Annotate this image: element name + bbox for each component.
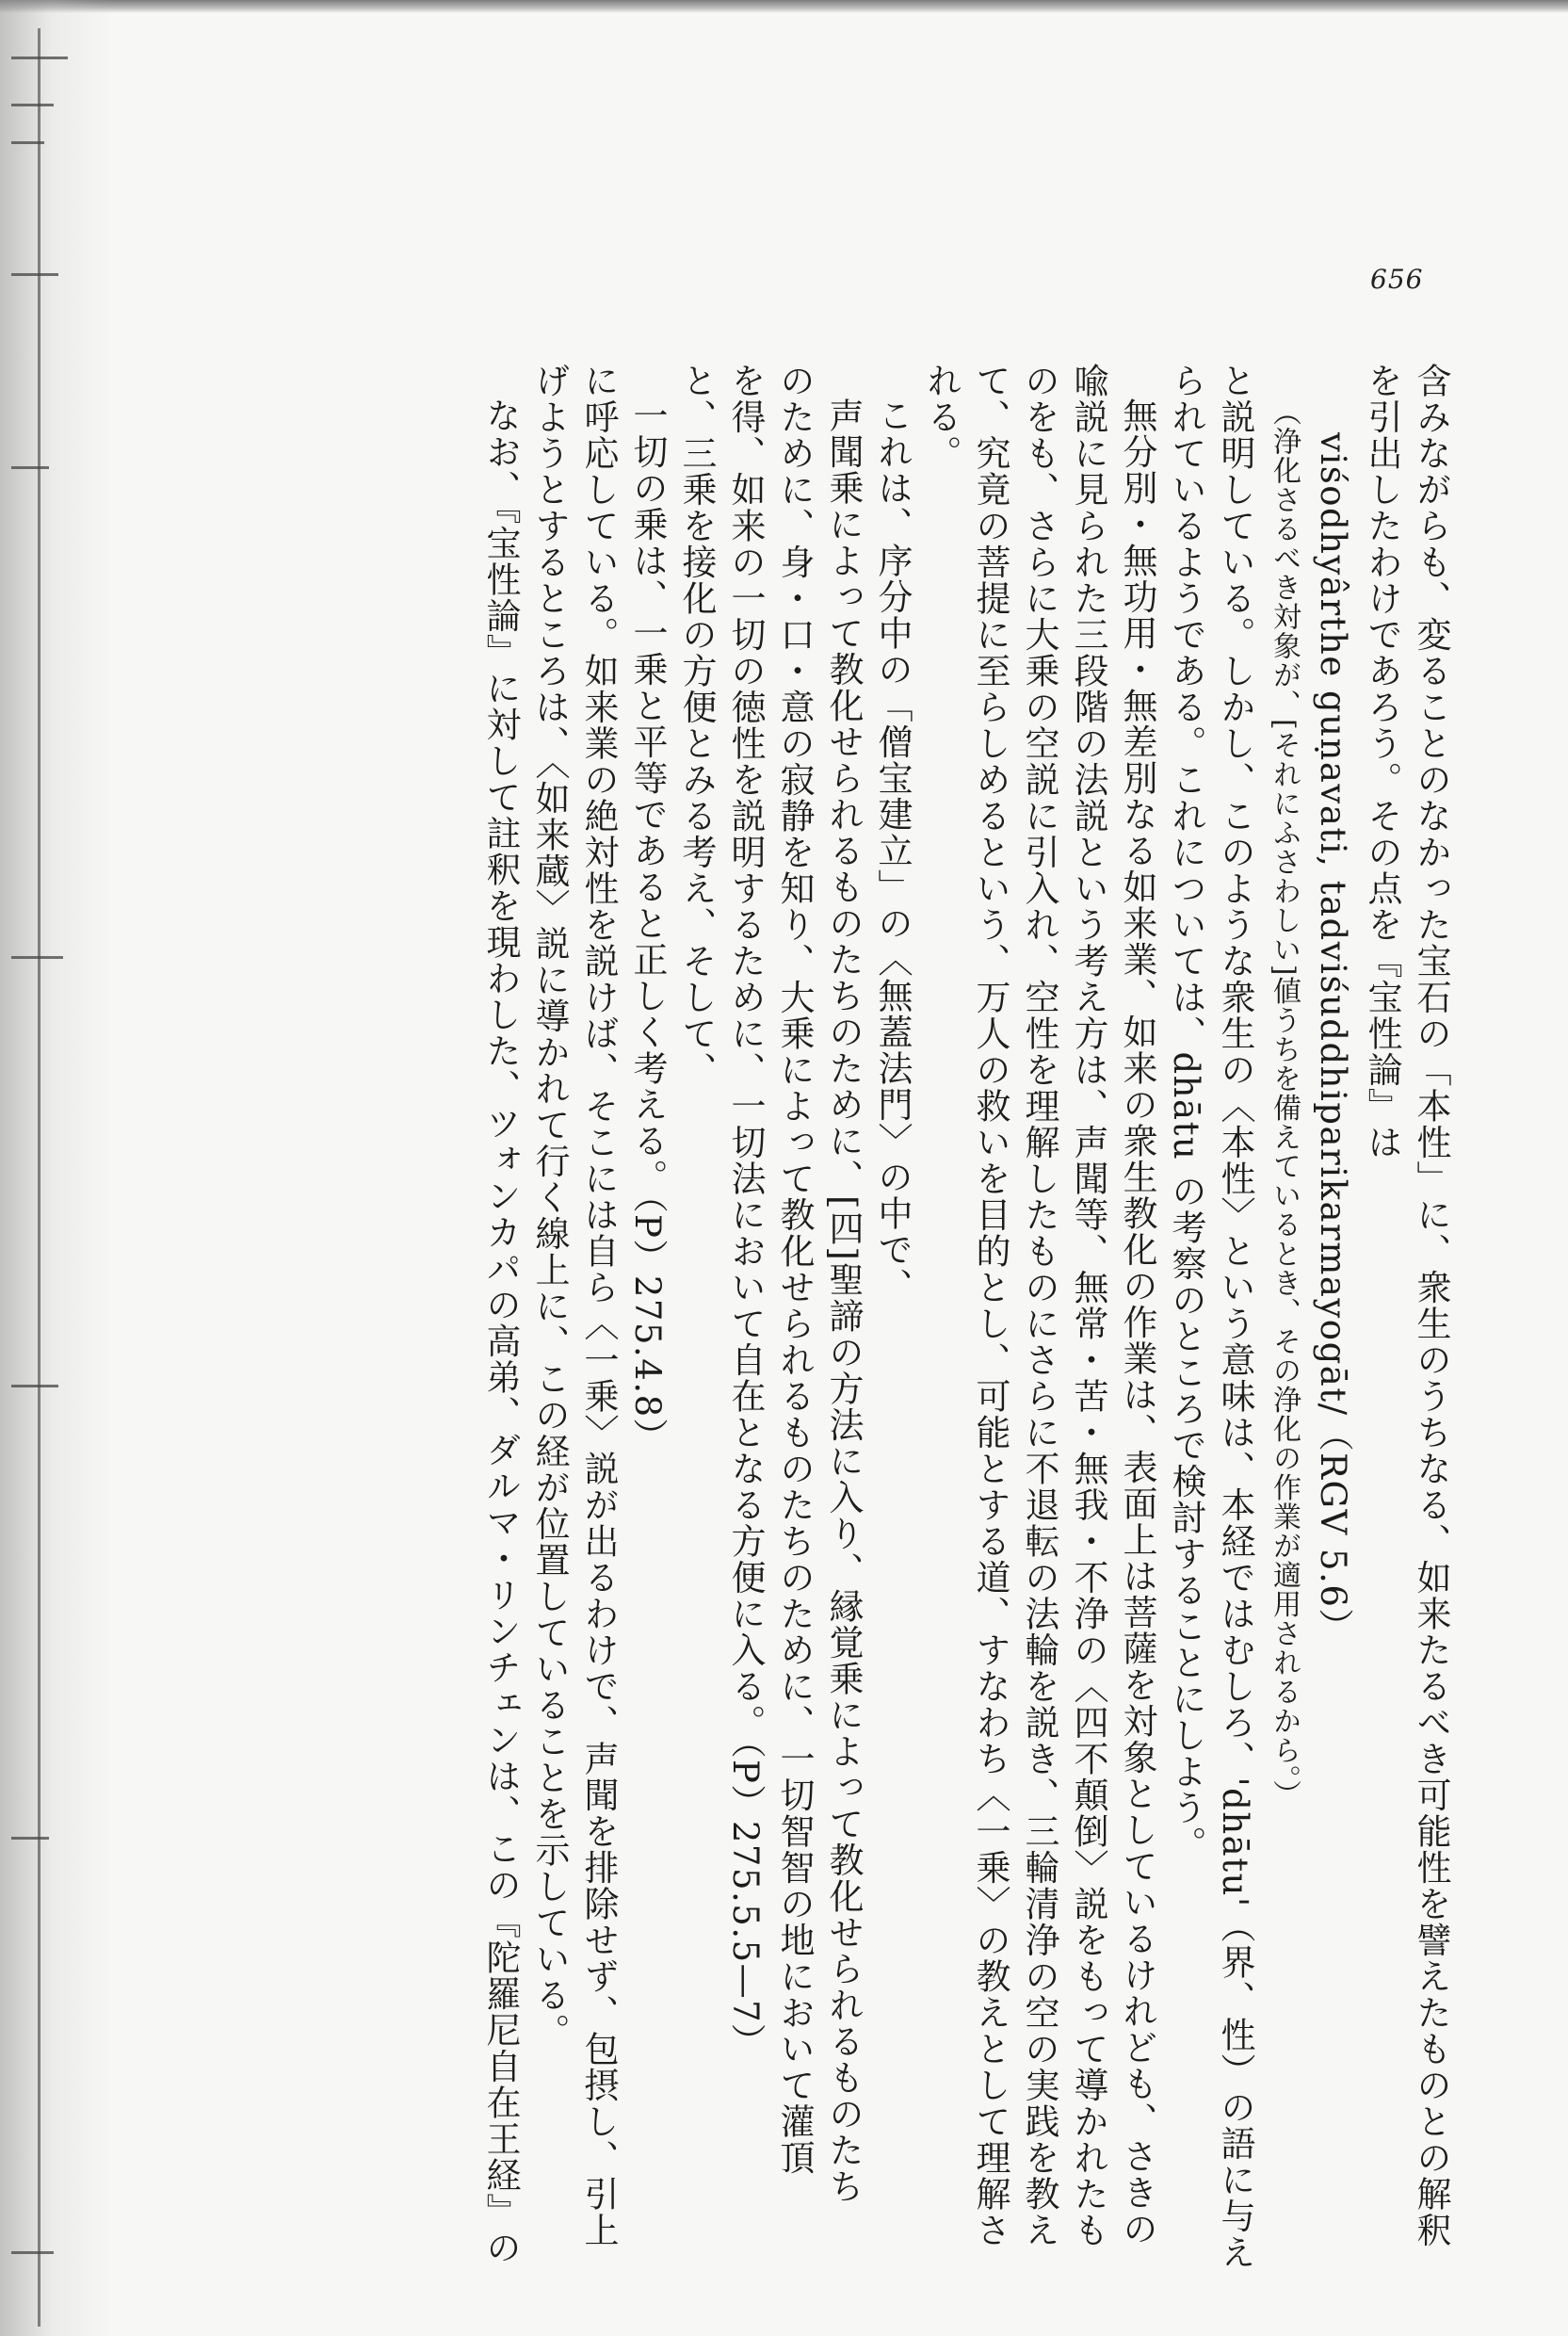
binding-mark <box>11 466 49 469</box>
binding-mark <box>11 57 68 59</box>
text-line: を得、如来の一切の徳性を説明するために、一切法において自在となる方便に入る。（P）275.5.5—7） <box>725 363 766 2060</box>
text-line: げようとするところは、〈如来蔵〉説に導かれて行く線上に、この経が位置していることを示している。 <box>529 363 570 2050</box>
text-line: れる。 <box>921 363 962 472</box>
text-line: に呼応している。如来業の絶対性を説けば、そこには自ら〈一乗〉説が出るわけで、声聞を排除せず、包摂し、引上 <box>578 363 619 2248</box>
binding-mark <box>11 2251 54 2254</box>
text-line: のために、身・口・意の寂静を知り、大乗によって教化せられるものたちのために、一切智智の地において灌頂 <box>774 363 815 2176</box>
binding-mark <box>11 141 44 144</box>
text-line: を引出したわけであろう。その点を『宝性論』は <box>1362 363 1402 1160</box>
text-line: （浄化さるべき対象が、[それにふさわしい]値うちを備えているとき、その浄化の作業が適用されるから。） <box>1268 397 1301 1809</box>
text-line: のをも、さらに大乗の空説に引入れ、空性を理解したものにさらに不退転の法輪を説き、三輪清浄の空の実践を教え <box>1019 363 1059 2248</box>
vertical-text-body <box>476 363 1455 2271</box>
book-binding-shadow <box>0 0 113 2336</box>
text-line: 無分別・無功用・無差別なる如来業、如来の衆生教化の作業は、表面上は菩薩を対象としているけれども、さきの <box>1117 397 1157 2247</box>
text-line: 声聞乗によって教化せられるものたちのために、[四]聖諦の方法に入り、縁覚乗によって教化せられるものたち <box>823 397 864 2205</box>
binding-mark <box>11 273 58 276</box>
scan-top-edge <box>0 0 1568 13</box>
text-line: viśodhyârthe guṇavati, tadviśuddhiparikarmayogāt/（RGV 5.6） <box>1313 432 1353 1645</box>
text-line: て、究竟の菩提に至らしめるという、万人の救いを目的とし、可能とする道、すなわち〈一乗〉の教えとして理解さ <box>970 363 1010 2248</box>
text-line: と説明している。しかし、このような衆生の〈本性〉という意味は、本経ではむしろ、'dhātu'（界、性）の語に与え <box>1215 363 1255 2271</box>
text-line: なお、『宝性論』に対して註釈を現わした、ツォンカパの高弟、ダルマ・リンチェンは、この『陀羅尼自在王経』の <box>480 397 521 2266</box>
text-line: 含みながらも、変ることのなかった宝石の「本性」に、衆生のうちなる、如来たるべき可能性を譬えたものとの解釈 <box>1411 363 1451 2248</box>
binding-mark <box>11 956 63 959</box>
text-line: られているようである。これについては、dhātu の考察のところで検討することにしよう。 <box>1166 363 1206 1863</box>
binding-mark <box>11 104 54 106</box>
text-line: 一切の乗は、一乗と平等であると正しく考える。（P）275.4.8） <box>627 397 668 1455</box>
binding-edge-line <box>38 28 40 2327</box>
binding-mark <box>11 1837 49 1840</box>
binding-mark <box>11 1385 58 1387</box>
page-number: 656 <box>1370 264 1424 295</box>
text-line: これは、序分中の「僧宝建立」の〈無蓋法門〉の中で、 <box>872 397 913 1305</box>
text-line: と、三乗を接化の方便とみる考え、そして、 <box>676 363 717 1088</box>
text-line: 喩説に見られた三段階の法説という考え方は、声聞等、無常・苦・無我・不浄の〈四不顛倒〉説をもって導かれたも <box>1068 363 1108 2248</box>
